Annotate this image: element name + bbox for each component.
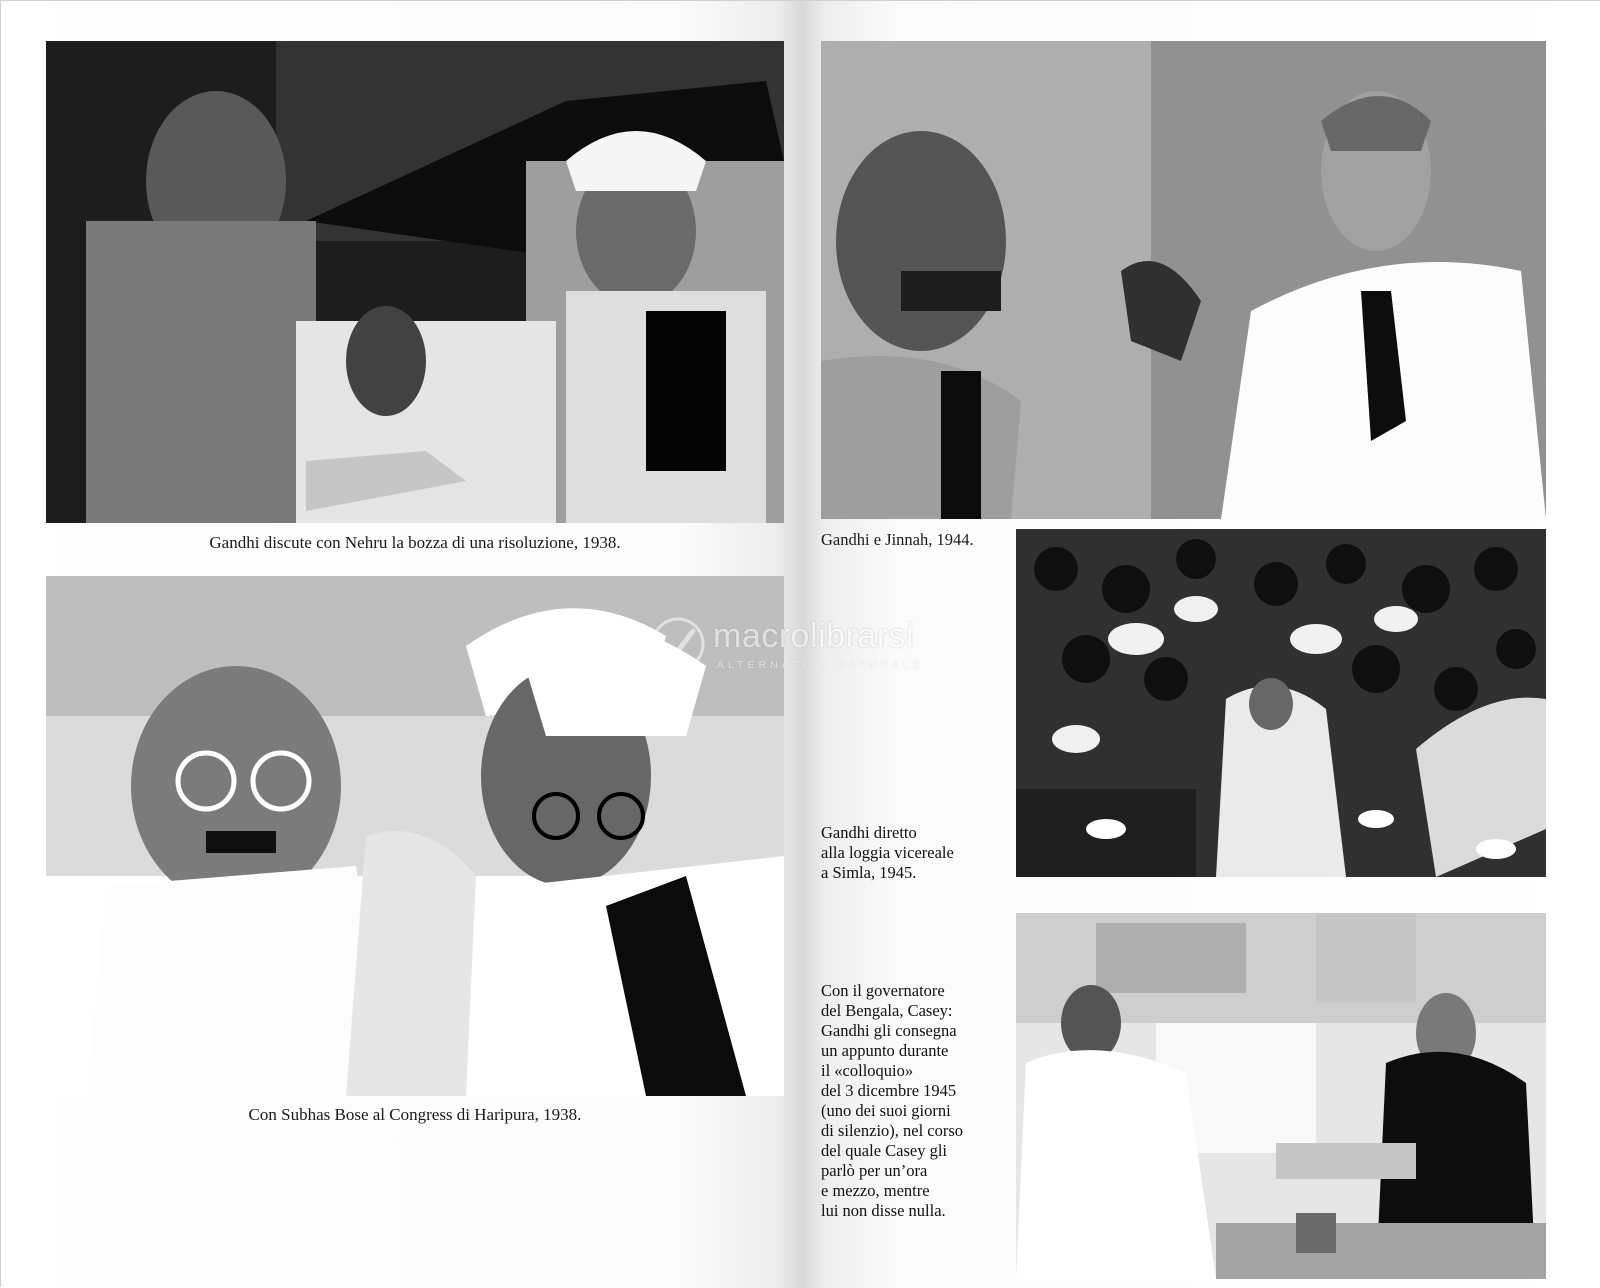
caption-photo5-line: del quale Casey gli <box>821 1141 948 1160</box>
left-page <box>1 1 801 1288</box>
caption-photo5-line: il «colloquio» <box>821 1061 914 1080</box>
photo-gandhi-jinnah <box>821 41 1546 519</box>
caption-photo4 <box>821 823 1006 883</box>
caption-photo5-line: lui non disse nulla. <box>821 1201 946 1220</box>
watermark-tagline: ALTERNATIVA NATURALE <box>717 659 924 671</box>
caption-photo5-line: del Bengala, Casey: <box>821 1001 953 1020</box>
caption-photo3: Gandhi e Jinnah, 1944. <box>821 530 974 549</box>
caption-photo5-line: del 3 dicembre 1945 <box>821 1081 957 1100</box>
photo-gandhi-nehru <box>46 41 784 523</box>
caption-photo5-line: un appunto durante <box>821 1041 949 1060</box>
caption-photo4-line: Gandhi diretto <box>821 823 917 842</box>
caption-photo5-line: (uno dei suoi giorni <box>821 1101 951 1120</box>
right-page <box>801 1 1600 1288</box>
caption-photo5-line: e mezzo, mentre <box>821 1181 930 1200</box>
photo-gandhi-casey <box>1016 913 1546 1279</box>
photo-gandhi-bose <box>46 576 784 1096</box>
photo-crowd-simla <box>1016 529 1546 877</box>
caption-photo5-line: di silenzio), nel corso <box>821 1121 964 1140</box>
caption-photo5-line: Gandhi gli consegna <box>821 1021 957 1040</box>
caption-photo5-line: Con il governatore <box>821 981 945 1000</box>
caption-photo1: Gandhi discute con Nehru la bozza di una risoluzione, 1938. <box>209 533 621 552</box>
caption-photo4-line: a Simla, 1945. <box>821 863 917 882</box>
caption-photo5 <box>821 981 1006 1221</box>
caption-photo2: Con Subhas Bose al Congress di Haripura, 1938. <box>248 1105 582 1124</box>
caption-photo5-line: parlò per un’ora <box>821 1161 928 1180</box>
watermark-brand: macrolibrarsi <box>713 617 915 655</box>
caption-photo4-line: alla loggia vicereale <box>821 843 954 862</box>
